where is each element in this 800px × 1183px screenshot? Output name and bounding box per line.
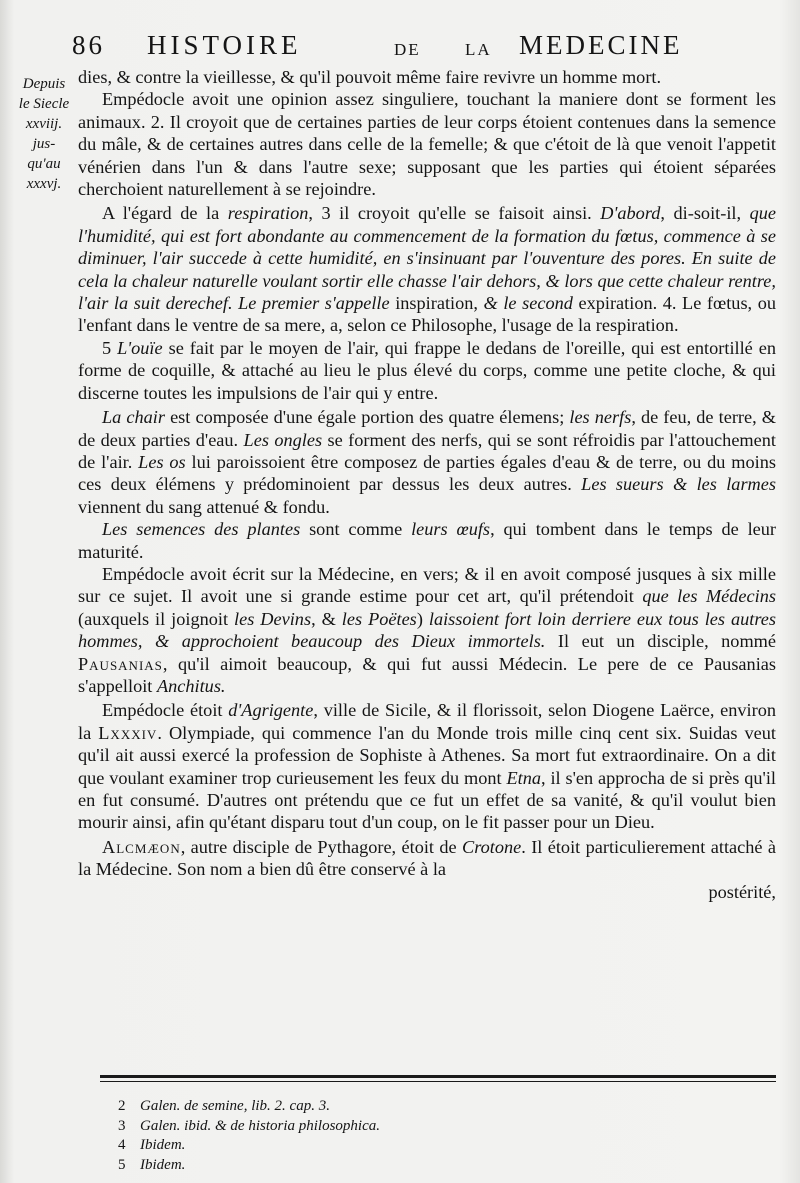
margin-line: Depuis: [22, 76, 66, 92]
margin-line: qu'au: [27, 156, 61, 172]
margin-line: xxviij.: [25, 116, 63, 132]
italic-run: les Poëtes: [341, 608, 417, 629]
paragraph-8: [78, 699, 776, 833]
italic-run: Les semences des plantes: [102, 519, 301, 540]
text-run: A l'égard de la: [102, 203, 228, 224]
text-run: . Olympiade, qui commence l'an du Monde trois mille cinq cent six. Suidas veut qu'il ait aussi exercé la profession de Sophiste à Athenes. Sa mort fut extraordinaire. On a dit que voulant examiner trop curieusement les feux du mont: [78, 722, 776, 788]
small-caps-run: Pausanias: [78, 653, 163, 674]
text-run: est composée d'une égale portion des quatre élemens;: [164, 407, 570, 428]
italic-run: que les Médecins: [642, 586, 776, 607]
text-run: 5: [102, 337, 118, 358]
footnote-rule-thin: [100, 1081, 776, 1082]
paragraph-5: [78, 406, 776, 518]
marginal-note: [14, 74, 74, 194]
text-run: , de feu, de terre, & de deux parties d'eau.: [78, 407, 776, 450]
margin-line: jus-: [32, 136, 56, 152]
page-number: 86: [72, 30, 105, 60]
header-title-histoire: HISTOIRE: [147, 30, 302, 60]
italic-run: Anchitus.: [156, 675, 226, 696]
text-run: sont comme: [300, 519, 412, 540]
paragraph-4: [78, 337, 776, 404]
text-run: , &: [311, 608, 342, 629]
paragraph-1: dies, & contre la vieillesse, & qu'il pouvoit même faire revivre un homme mort.: [78, 67, 662, 87]
footnote-text: Ibidem.: [140, 1156, 186, 1173]
small-caps-run: Lxxxiv: [98, 722, 158, 743]
italic-run: d'Agrigente: [228, 700, 314, 721]
header-title-de: DE: [394, 40, 421, 59]
small-caps-run: Alcmæon: [102, 836, 181, 857]
footnote-rule: [100, 1075, 776, 1078]
margin-line: xxxvj.: [26, 176, 62, 192]
footnote-number: 3: [118, 1117, 126, 1134]
text-run: ): [416, 608, 429, 629]
italic-run: Les sueurs & les larmes: [581, 474, 776, 495]
italic-run: Les os: [138, 451, 186, 472]
text-run: , di-soit-il,: [660, 203, 750, 224]
text-run: . Il étoit particulierement attaché à la Médecine. Son nom a bien dû être conservé à la: [78, 836, 777, 880]
footnote-number: 2: [118, 1098, 126, 1114]
header-title-la: LA: [465, 40, 492, 59]
footnote: [118, 1117, 518, 1137]
paragraph-2: Empédocle avoit une opinion assez singuliere, touchant la maniere dont se forment les animaux. 2. Il croyoit que de certaines parties de leur corps étoient contenues dans la semence du mâle, & de certaines autres dans celle de la femelle; & que c'étoit de là que venoit l'appetit vénérien dans l'un & dans l'autre sexe; supposant que les parties qui étoient séparées cherchoient naturellement à se rejoindre.: [78, 89, 776, 200]
text-run: Empédocle étoit: [102, 700, 229, 721]
text-run: Empédocle avoit écrit sur la Médecine, en vers; & il en avoit composé jusques à six mille sur ce sujet. Il avoit une si grande estime pour cet art, qu'il prétendoit: [78, 563, 776, 607]
margin-line: le Siecle: [18, 96, 70, 112]
italic-run: Les ongles: [243, 429, 323, 450]
text-run: , 3 il croyoit qu'elle se faisoit ainsi.: [308, 203, 601, 224]
paragraph-7: [78, 563, 776, 697]
italic-run: Etna: [506, 767, 542, 788]
paragraph-6: [78, 518, 776, 563]
text-run: , qu'il aimoit beaucoup, & qui fut aussi Médecin. Le pere de ce Pausanias s'appelloit: [78, 653, 776, 696]
paragraph-9: [78, 836, 776, 881]
footnote: [118, 1097, 518, 1117]
footnote-number: 5: [118, 1156, 126, 1173]
text-run: (auxquels il joignoit: [78, 608, 235, 629]
text-run: expiration. 4. Le fœtus, ou l'enfant dans le ventre de sa mere, a, selon ce Philosophe, l'usage de la respiration.: [78, 293, 776, 336]
italic-run: que l'humidité, qui est fort abondante au commencement de la formation du fœtus, commence à se diminuer, l'air succede à cette humidité, en s'insinuant par l'ouventure des pores. En suite de cela la chaleur naturelle voulant sortir elle chasse l'air dehors, & lors que cette chaleur rentre, l'air la suit derechef. Le premier s'appelle: [78, 203, 776, 314]
text-run: , ville de Sicile, & il florissoit, selon Diogene Laërce, environ la: [78, 700, 776, 743]
footnote: [118, 1136, 518, 1156]
footnotes: [118, 1097, 518, 1175]
footnote-text: Galen. ibid. & de historia philosophica.: [140, 1117, 380, 1134]
text-run: lui paroissoient être composez de parties égales d'eau & de terre, ou du moins ces deux élémens y prédominoient par dessus les deux autres.: [78, 451, 776, 495]
italic-run: laissoient fort loin derriere eux tous les autres hommes, & approchoient beaucoup des Dieux immortels.: [78, 608, 776, 652]
italic-run: La chair: [102, 407, 165, 428]
running-header: [72, 30, 772, 64]
text-run: , il s'en approcha de si près qu'il en fut consumé. D'autres ont prétendu que ce fut un effet de sa vanité, & qu'il voulut bien mourir ainsi, afin qu'étant disparu tout d'un coup, on le fit passer pour un Dieu.: [78, 767, 777, 833]
header-title-medecine: MEDECINE: [519, 30, 683, 60]
italic-run: D'abord: [600, 203, 661, 224]
italic-run: Crotone: [462, 836, 522, 857]
text-run: inspiration,: [389, 293, 484, 314]
main-text: [78, 66, 776, 903]
text-run: , qui tombent dans le temps de leur maturité.: [78, 519, 777, 562]
text-run: se forment des nerfs, qui se sont réfroidis par l'attouchement de l'air.: [78, 429, 776, 472]
italic-run: les Devins: [234, 608, 312, 629]
text-run: Il eut un disciple, nommé: [545, 631, 777, 652]
italic-run: respiration: [227, 203, 309, 224]
text-run: se fait par le moyen de l'air, qui frappe le dedans de l'oreille, qui est entortillé en forme de coquille, & attaché au lieu le plus élevé du corps, comme une petite cloche, & qui discerne toutes les impulsions de l'air qui y entre.: [78, 337, 776, 403]
italic-run: L'ouïe: [117, 337, 163, 358]
footnote-number: 4: [118, 1137, 126, 1153]
italic-run: & le second: [483, 293, 573, 314]
italic-run: leurs œufs: [411, 519, 491, 540]
footnote-text: Ibidem.: [140, 1137, 186, 1153]
text-run: , autre disciple de Pythagore, étoit de: [180, 836, 462, 857]
italic-run: les nerfs: [569, 407, 632, 428]
catchword-line: postérité,: [708, 881, 776, 902]
footnote: [118, 1156, 518, 1176]
paragraph-3: [78, 202, 776, 336]
text-run: viennent du sang attenué & fondu.: [78, 496, 330, 517]
footnote-text: Galen. de semine, lib. 2. cap. 3.: [140, 1098, 330, 1114]
